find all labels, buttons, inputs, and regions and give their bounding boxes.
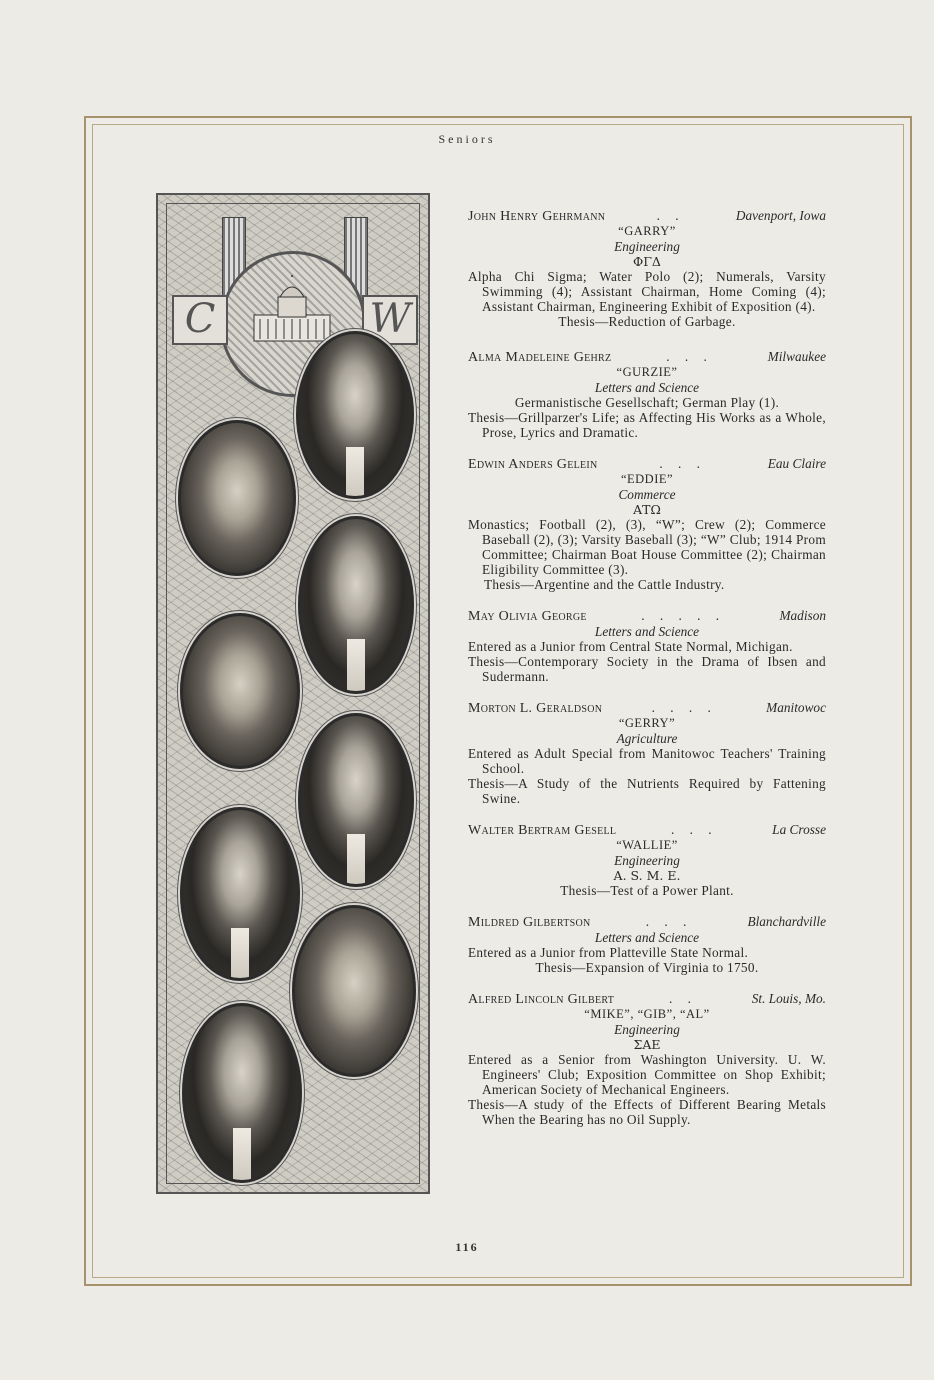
entry-dots: . . . .	[651, 700, 717, 715]
entry-thesis: Thesis—Contemporary Society in the Drama of Ibsen and Sudermann.	[468, 654, 826, 684]
running-head: Seniors	[438, 132, 496, 146]
entry-course: Commerce	[618, 487, 676, 502]
entry-dots: . . .	[659, 456, 706, 471]
entry-name: Alma Madeleine Gehrz	[468, 350, 612, 365]
entry-gilbertson	[468, 914, 826, 975]
entry-geraldson	[468, 700, 826, 806]
entry-hometown: St. Louis, Mo.	[751, 991, 826, 1006]
entry-name: Mildred Gilbertson	[468, 915, 591, 930]
entry-name: Edwin Anders Gelein	[468, 457, 598, 472]
portrait-panel	[156, 193, 430, 1194]
entry-course: Agriculture	[616, 731, 678, 746]
entry-thesis: Thesis—Test of a Power Plant.	[560, 883, 734, 898]
entry-george	[468, 608, 826, 684]
entry-hometown: Manitowoc	[766, 700, 826, 715]
portrait-gilbertson	[292, 905, 416, 1077]
entry-dots: . .	[668, 991, 697, 1006]
entry-fraternity: ΣΑΕ	[633, 1037, 661, 1052]
capitol-building-icon	[250, 275, 334, 345]
entry-course: Letters and Science	[594, 930, 700, 945]
page-number: 116	[455, 1240, 479, 1254]
entry-nickname: “MIKE”, “GIB”, “AL”	[584, 1007, 710, 1021]
entry-activities: Entered as a Senior from Washington University. U. W. Engineers' Club; Exposition Committee on Shop Exhibit; American Society of Mechanical Engineers.	[468, 1052, 826, 1097]
entry-hometown: Madison	[779, 608, 826, 623]
portrait-gehrz	[178, 420, 296, 576]
entry-nickname: “WALLIE”	[616, 838, 678, 852]
entry-gehrmann	[468, 208, 826, 329]
entry-dots: . . .	[645, 914, 693, 929]
entry-thesis: Thesis—Expansion of Virginia to 1750.	[535, 960, 759, 975]
entry-activities: Monastics; Football (2), (3), “W”; Crew (2); Commerce Baseball (2), (3); Varsity Baseball (3); “W” Club; 1914 Prom Committee; Chairman Boat House Committee (2); Chairman Eligibility Committee (3).	[468, 517, 826, 577]
entry-course: Engineering	[614, 239, 680, 254]
entry-thesis: Thesis—Argentine and the Cattle Industry.	[484, 577, 725, 592]
entry-gilbert	[468, 991, 826, 1127]
entry-nickname: “GARRY”	[618, 224, 676, 238]
entry-name: Morton L. Geraldson	[468, 701, 603, 716]
entry-gehrz	[468, 349, 826, 440]
entry-fraternity: ΑΤΩ	[633, 502, 661, 517]
entry-course: Letters and Science	[594, 380, 700, 395]
entry-hometown: Blanchardville	[747, 914, 826, 929]
entry-hometown: La Crosse	[772, 822, 826, 837]
entry-name: Walter Bertram Gesell	[468, 823, 617, 838]
entry-dots: . . . . .	[641, 608, 726, 623]
portrait-gilbert	[182, 1003, 302, 1183]
entry-thesis: Thesis—Reduction of Garbage.	[558, 314, 736, 329]
portrait-gesell	[180, 807, 300, 981]
entry-name: John Henry Gehrmann	[468, 209, 606, 224]
entry-thesis: Thesis—A Study of the Nutrients Required by Fattening Swine.	[468, 776, 826, 806]
entry-activities: Entered as a Junior from Platteville State Normal.	[468, 945, 749, 960]
plaque-letter-c: C	[172, 295, 228, 345]
entry-course: Engineering	[614, 853, 680, 868]
entry-nickname: “EDDIE”	[620, 472, 674, 486]
entry-activities: Germanistische Gesellschaft; German Play (1).	[514, 395, 780, 410]
entry-fraternity: ΦΓΔ	[633, 254, 661, 269]
portrait-geraldson	[298, 713, 414, 887]
entry-gelein	[468, 456, 826, 592]
entry-name: Alfred Lincoln Gilbert	[468, 992, 615, 1007]
entry-hometown: Davenport, Iowa	[735, 208, 826, 223]
entry-dots: . .	[656, 208, 685, 223]
entry-hometown: Milwaukee	[767, 349, 826, 364]
entry-name: May Olivia George	[468, 609, 587, 624]
plaque-letter-w: W	[362, 295, 418, 345]
entry-course: Letters and Science	[594, 624, 700, 639]
entry-hometown: Eau Claire	[767, 456, 826, 471]
entry-thesis: Thesis—Grillparzer's Life; as Affecting His Works as a Whole, Prose, Lyrics and Dramatic.	[468, 410, 826, 440]
entry-activities: Entered as a Junior from Central State Normal, Michigan.	[468, 639, 793, 654]
entry-nickname: “GURZIE”	[616, 365, 678, 379]
entry-dots: . . .	[666, 349, 713, 364]
entry-nickname: “GERRY”	[618, 716, 676, 730]
senior-entries	[468, 208, 826, 1143]
entry-thesis: Thesis—A study of the Effects of Different Bearing Metals When the Bearing has no Oil Supply.	[468, 1097, 826, 1127]
entry-gesell	[468, 822, 826, 898]
portrait-george	[180, 613, 300, 769]
entry-activities: Alpha Chi Sigma; Water Polo (2); Numerals, Varsity Swimming (4); Assistant Chairman, Home Coming (4); Assistant Chairman, Engineering Exhibit of Exposition (4).	[468, 269, 826, 314]
portrait-gehrmann	[296, 331, 414, 499]
portrait-gelein	[298, 516, 414, 694]
entry-course: Engineering	[614, 1022, 680, 1037]
entry-activities: Entered as Adult Special from Manitowoc Teachers' Training School.	[468, 746, 826, 776]
entry-dots: . . .	[670, 822, 718, 837]
entry-fraternity: A. S. M. E.	[613, 868, 681, 883]
